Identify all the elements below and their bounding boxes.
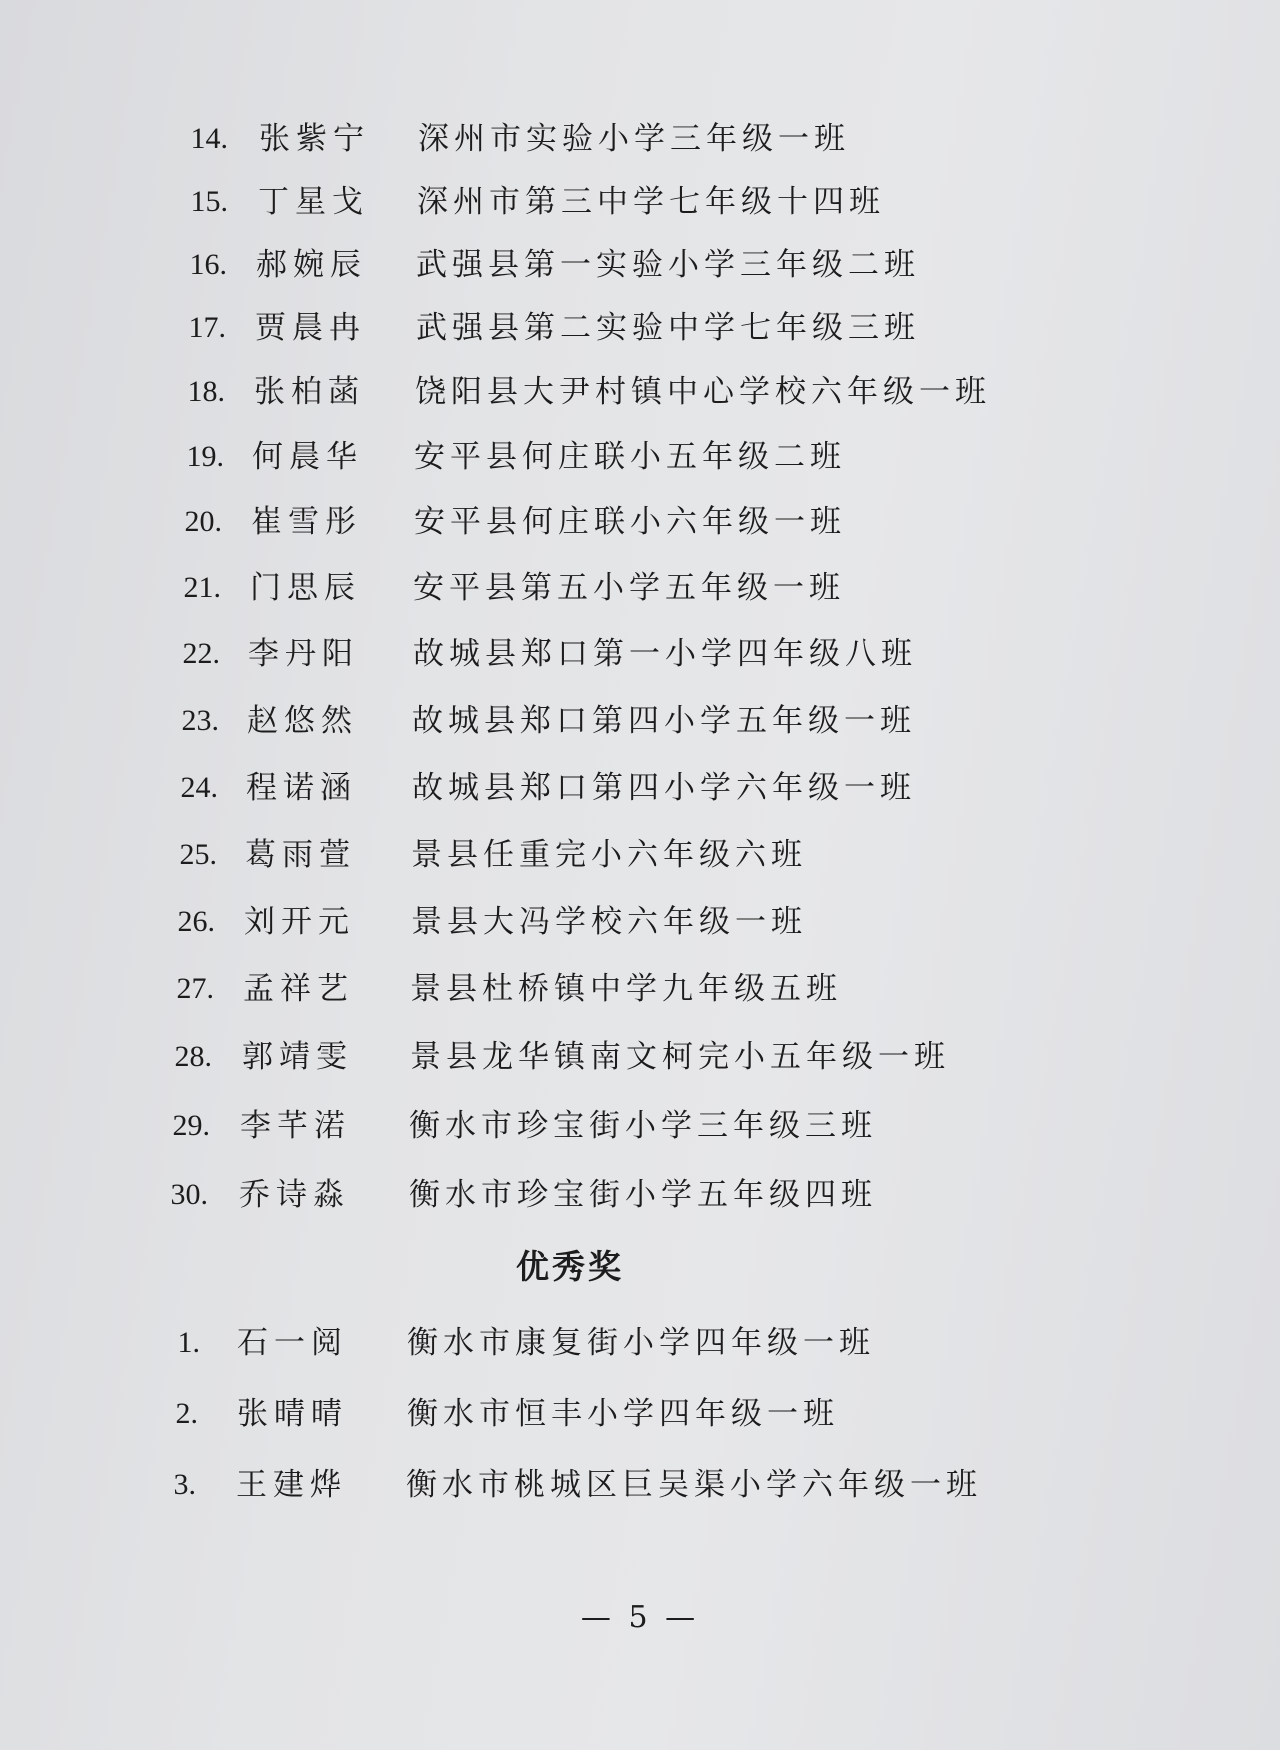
school-class: 安平县第五小学五年级一班 [413,570,845,606]
school-class: 景县大冯学校六年级一班 [411,904,807,940]
list-item [0,1463,1280,1507]
school-class: 安平县何庄联小五年级二班 [414,439,846,475]
student-name: 崔雪彤 [251,504,362,540]
student-name: 郝婉辰 [256,247,367,283]
list-item [0,1321,1280,1365]
list-item [0,180,1280,224]
student-name: 何晨华 [252,439,363,475]
school-class: 安平县何庄联小六年级一班 [414,504,846,540]
item-number: 22. [182,637,220,670]
item-number: 29. [172,1109,210,1142]
list-item [0,117,1280,161]
student-name: 孟祥艺 [243,971,354,1007]
section-title-excellence-award: 优秀奖 [516,1247,624,1286]
item-number: 3. [173,1468,196,1501]
school-class: 故城县郑口第四小学六年级一班 [412,770,916,806]
student-name: 张紫宁 [259,121,370,157]
item-number: 14. [190,122,228,155]
item-number: 28. [174,1040,212,1073]
list-item [0,766,1280,810]
school-class: 深州市实验小学三年级一班 [418,121,850,157]
student-name: 李丹阳 [248,636,359,672]
list-item [0,699,1280,743]
item-number: 25. [179,838,217,871]
school-class: 景县任重完小六年级六班 [411,837,807,873]
item-number: 30. [170,1178,208,1211]
item-number: 1. [177,1326,200,1359]
school-class: 衡水市珍宝街小学五年级四班 [409,1177,877,1213]
item-number: 17. [188,311,226,344]
item-number: 27. [176,972,214,1005]
student-name: 张晴晴 [237,1396,348,1432]
student-name: 张柏菡 [254,374,365,410]
item-number: 2. [175,1397,198,1430]
list-item [0,566,1280,610]
list-item [0,967,1280,1011]
list-item [0,370,1280,414]
school-class: 景县龙华镇南文柯完小五年级一班 [410,1039,950,1075]
student-name: 乔诗淼 [239,1177,350,1213]
school-class: 故城县郑口第一小学四年级八班 [413,636,917,672]
student-name: 刘开元 [244,904,355,940]
list-item [0,1035,1280,1079]
student-name: 贾晨冉 [255,310,366,346]
list-item [0,1104,1280,1148]
student-name: 门思辰 [250,570,361,606]
list-item [0,900,1280,944]
list-item [0,500,1280,544]
school-class: 饶阳县大尹村镇中心学校六年级一班 [415,374,991,410]
list-item [0,833,1280,877]
school-class: 衡水市珍宝街小学三年级三班 [409,1108,877,1144]
list-item [0,243,1280,287]
school-class: 武强县第一实验小学三年级二班 [416,247,920,283]
item-number: 16. [189,248,227,281]
student-name: 丁星戈 [258,184,369,220]
school-class: 衡水市恒丰小学四年级一班 [407,1396,839,1432]
list-item [0,1173,1280,1217]
school-class: 武强县第二实验中学七年级三班 [416,310,920,346]
student-name: 程诺涵 [246,770,357,806]
student-name: 石一阅 [237,1325,348,1361]
item-number: 19. [186,440,224,473]
item-number: 15. [190,185,228,218]
school-class: 衡水市康复街小学四年级一班 [407,1325,875,1361]
list-item [0,632,1280,676]
item-number: 20. [184,505,222,538]
list-item [0,1392,1280,1436]
item-number: 26. [177,905,215,938]
school-class: 深州市第三中学七年级十四班 [417,184,885,220]
item-number: 18. [187,375,225,408]
list-item [0,306,1280,350]
list-item [0,435,1280,479]
school-class: 景县杜桥镇中学九年级五班 [410,971,842,1007]
school-class: 故城县郑口第四小学五年级一班 [412,703,916,739]
page-number: — 5 — [580,1600,700,1635]
student-name: 李芊渃 [240,1108,351,1144]
student-name: 葛雨萱 [245,837,356,873]
item-number: 23. [181,704,219,737]
item-number: 21. [183,571,221,604]
student-name: 赵悠然 [247,703,358,739]
item-number: 24. [180,771,218,804]
school-class: 衡水市桃城区巨吴渠小学六年级一班 [406,1467,982,1503]
student-name: 郭靖雯 [242,1039,353,1075]
student-name: 王建烨 [236,1467,347,1503]
